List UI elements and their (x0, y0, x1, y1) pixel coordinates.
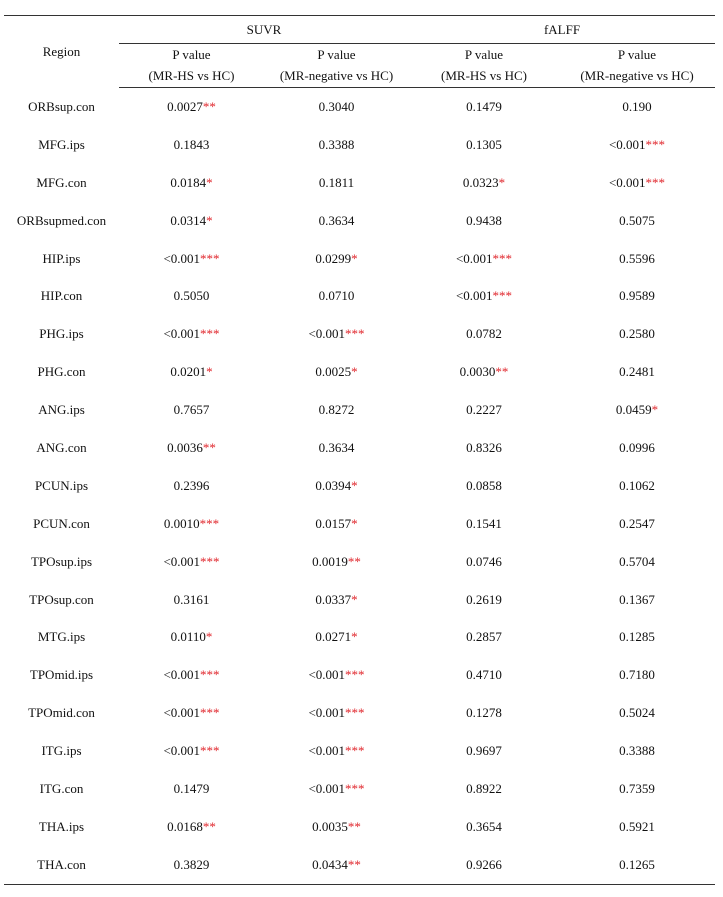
p-value: 0.1062 (619, 477, 655, 493)
p-value-cell (559, 88, 715, 126)
region-cell: PCUN.ips (34, 477, 89, 493)
p-value: 0.0299 (315, 250, 352, 266)
region-cell: MTG.ips (37, 629, 86, 645)
p-value-cell (409, 656, 559, 694)
p-value-cell (559, 543, 715, 581)
p-value-cell (559, 277, 715, 315)
region-cell: PHG.ips (39, 326, 84, 342)
p-value: <0.001 (308, 780, 346, 796)
table-row (4, 581, 715, 619)
p-value: 0.0459 (615, 402, 652, 418)
p-value: 0.3161 (173, 591, 210, 607)
p-value: 0.0036 (167, 439, 203, 455)
p-value: 0.5050 (173, 288, 210, 304)
p-value: 0.0019 (312, 553, 348, 569)
p-value: 0.2619 (466, 591, 502, 607)
p-value-cell (409, 467, 559, 505)
p-value-cell (264, 429, 409, 467)
p-value: 0.5024 (619, 705, 655, 721)
p-value-cell (264, 846, 409, 884)
p-value-cell (409, 240, 559, 278)
significance-stars: ** (347, 553, 361, 569)
p-value: 0.9438 (466, 212, 502, 228)
p-value: 0.8272 (318, 402, 355, 418)
p-value-cell (409, 846, 559, 884)
region-cell: ORBsupmed.con (16, 212, 107, 228)
p-value: <0.001 (163, 705, 201, 721)
p-value: 0.0157 (315, 515, 352, 531)
p-value-cell (119, 656, 264, 694)
p-value: 0.7180 (619, 667, 655, 683)
significance-stars: ** (202, 818, 216, 834)
p-value-cell (119, 164, 264, 202)
significance-stars: *** (200, 553, 220, 569)
p-value: 0.8326 (466, 439, 502, 455)
significance-stars: *** (645, 136, 666, 152)
significance-stars: *** (199, 515, 220, 531)
p-value-cell (559, 808, 715, 846)
p-value-cell (409, 126, 559, 164)
p-value-cell (409, 353, 559, 391)
significance-stars: * (205, 629, 213, 645)
significance-stars: * (206, 364, 213, 380)
significance-stars: *** (345, 705, 365, 721)
significance-stars: *** (492, 250, 513, 266)
region-cell: MFG.ips (38, 136, 85, 152)
p-value-cell (409, 770, 559, 808)
p-value: 0.0184 (170, 174, 207, 190)
p-value-cell (559, 467, 715, 505)
p-value-cell (559, 694, 715, 732)
p-value: <0.001 (163, 667, 201, 683)
p-value-cell (409, 808, 559, 846)
table-row (4, 543, 715, 581)
p-value: 0.1541 (466, 515, 502, 531)
p-value-cell (264, 88, 409, 126)
region-cell: ORBsup.con (28, 98, 95, 114)
p-value: 0.2580 (619, 326, 655, 342)
p-value-cell (409, 694, 559, 732)
p-value-cell (409, 277, 559, 315)
p-value-cell (119, 732, 264, 770)
p-value: 0.3829 (173, 856, 210, 872)
significance-stars: ** (347, 818, 361, 834)
p-value-cell (559, 353, 715, 391)
p-value-cell (264, 732, 409, 770)
significance-stars: * (651, 402, 659, 418)
p-value: 0.1285 (619, 629, 655, 645)
p-value: <0.001 (455, 288, 493, 304)
significance-stars: *** (645, 174, 666, 190)
p-value-cell (119, 505, 264, 543)
significance-stars: *** (345, 780, 365, 796)
p-value: 0.4710 (466, 667, 502, 683)
p-value: 0.0025 (315, 364, 352, 380)
p-value: 0.5596 (619, 250, 655, 266)
p-value: <0.001 (308, 667, 346, 683)
significance-stars: *** (200, 743, 220, 759)
region-cell: ANG.ips (38, 402, 85, 418)
p-value-cell (409, 618, 559, 656)
p-value-cell (119, 240, 264, 278)
p-value: <0.001 (608, 136, 646, 152)
p-value: <0.001 (308, 743, 346, 759)
significance-stars: * (351, 477, 358, 493)
p-value-cell (409, 429, 559, 467)
p-value-cell (264, 240, 409, 278)
p-value-cell (119, 315, 264, 353)
p-value: 0.2857 (466, 629, 502, 645)
p-value: 0.0710 (318, 288, 355, 304)
p-value-cell (559, 770, 715, 808)
p-value-cell (119, 88, 264, 126)
region-cell: TPOmid.con (28, 705, 95, 721)
table-row (4, 277, 715, 315)
region-cell: HIP.con (40, 288, 83, 304)
region-cell: PCUN.con (33, 515, 90, 531)
p-value-cell (264, 694, 409, 732)
region-cell: THA.con (4, 846, 119, 884)
p-value: 0.2481 (619, 364, 655, 380)
region-cell: TPOmid.ips (29, 667, 94, 683)
p-value-cell (409, 164, 559, 202)
p-value-cell (119, 543, 264, 581)
p-value-cell (264, 770, 409, 808)
table-row (4, 656, 715, 694)
significance-stars: * (351, 591, 358, 607)
p-value: 0.0394 (315, 477, 352, 493)
p-value: <0.001 (163, 250, 201, 266)
p-value-cell (409, 315, 559, 353)
p-value: 0.2396 (173, 477, 210, 493)
region-cell: ITG.con (39, 780, 84, 796)
significance-stars: *** (492, 288, 513, 304)
p-value: 0.0030 (459, 364, 496, 380)
table-row (4, 846, 715, 884)
region-cell: ITG.ips (41, 743, 82, 759)
table-row (4, 315, 715, 353)
p-value: 0.5075 (619, 212, 655, 228)
significance-stars: *** (200, 705, 220, 721)
significance-stars: ** (495, 364, 509, 380)
p-value: 0.0035 (312, 818, 348, 834)
region-header: Region (4, 16, 119, 88)
p-value-cell (264, 808, 409, 846)
p-value-cell (264, 164, 409, 202)
p-value: 0.1479 (466, 98, 502, 114)
significance-stars: * (206, 174, 213, 190)
p-value-cell (119, 846, 264, 884)
p-value-cell (559, 618, 715, 656)
p-value-cell (559, 315, 715, 353)
p-value: 0.9589 (619, 288, 655, 304)
table-body (4, 88, 715, 885)
significance-stars: ** (347, 856, 361, 872)
p-value-cell (264, 581, 409, 619)
table-row (4, 770, 715, 808)
p-value-cell (264, 315, 409, 353)
p-value: 0.5921 (619, 818, 655, 834)
p-value: 0.0858 (466, 477, 502, 493)
p-value: 0.3634 (318, 439, 355, 455)
p-value-cell (264, 277, 409, 315)
p-value-cell (559, 429, 715, 467)
p-value-cell (264, 391, 409, 429)
table-row (4, 391, 715, 429)
p-value-cell (559, 240, 715, 278)
p-value: 0.190 (622, 98, 652, 114)
group-header-suvr: SUVR (119, 16, 409, 44)
p-value-cell (559, 656, 715, 694)
p-value: 0.0314 (170, 212, 207, 228)
p-value-cell (559, 391, 715, 429)
region-cell: TPOsup.ips (30, 553, 93, 569)
p-value: <0.001 (163, 553, 201, 569)
p-value: 0.9697 (466, 743, 502, 759)
p-value-cell (409, 543, 559, 581)
significance-stars: *** (345, 743, 365, 759)
p-value-cell (409, 202, 559, 240)
p-value: 0.1843 (173, 136, 210, 152)
p-value: 0.3634 (318, 212, 355, 228)
p-value-cell (264, 467, 409, 505)
results-table (4, 15, 715, 885)
region-cell: MFG.con (36, 174, 87, 190)
p-value-cell (559, 164, 715, 202)
p-value: 0.0337 (315, 591, 352, 607)
p-value: 0.7359 (619, 780, 655, 796)
significance-stars: *** (345, 667, 365, 683)
p-value-cell (559, 202, 715, 240)
p-value-cell (119, 126, 264, 164)
p-value-cell (119, 808, 264, 846)
p-value: 0.5704 (619, 553, 655, 569)
p-value: 0.1811 (318, 174, 355, 190)
column-label: P value (172, 46, 211, 62)
group-header-falff: fALFF (409, 16, 715, 44)
p-value: 0.0168 (167, 818, 203, 834)
p-value: 0.1479 (173, 780, 210, 796)
p-value: 0.7657 (173, 402, 210, 418)
table-row (4, 126, 715, 164)
p-value-cell (119, 694, 264, 732)
p-value-cell (264, 202, 409, 240)
column-label: P value (617, 46, 657, 62)
p-value-cell (559, 846, 715, 884)
p-value: 0.0746 (466, 553, 502, 569)
p-value-cell (264, 353, 409, 391)
p-value-cell (119, 391, 264, 429)
region-cell: THA.ips (38, 818, 85, 834)
region-cell: ANG.con (36, 439, 87, 455)
table-row (4, 88, 715, 126)
column-comparison: (MR-negative vs HC) (264, 65, 409, 88)
column-comparison: (MR-negative vs HC) (559, 65, 715, 88)
p-value-cell (119, 429, 264, 467)
p-value: 0.1305 (466, 136, 502, 152)
p-value-cell (409, 732, 559, 770)
p-value: 0.3654 (466, 818, 502, 834)
p-value-cell (409, 581, 559, 619)
p-value: 0.0027 (167, 98, 203, 114)
header-group-row (4, 16, 715, 44)
p-value-cell (264, 505, 409, 543)
table-row (4, 353, 715, 391)
column-label: P value (464, 46, 504, 62)
p-value: 0.3388 (619, 743, 655, 759)
significance-stars: ** (202, 98, 216, 114)
p-value: 0.0110 (170, 629, 206, 645)
p-value-cell (119, 581, 264, 619)
p-value: 0.9266 (466, 856, 502, 872)
p-value: 0.1265 (619, 856, 655, 872)
significance-stars: * (206, 212, 213, 228)
significance-stars: *** (200, 667, 220, 683)
p-value: 0.8922 (466, 780, 502, 796)
significance-stars: * (351, 364, 358, 380)
p-value: 0.0271 (315, 629, 352, 645)
p-value-cell (119, 202, 264, 240)
p-value: 0.1367 (619, 591, 655, 607)
p-value-cell (119, 770, 264, 808)
p-value-cell (264, 618, 409, 656)
p-value-cell (559, 505, 715, 543)
table-row (4, 429, 715, 467)
p-value: <0.001 (163, 326, 201, 342)
table-row (4, 467, 715, 505)
p-value-cell (264, 126, 409, 164)
p-value: 0.0996 (619, 439, 655, 455)
p-value-cell (409, 88, 559, 126)
column-comparison: (MR-HS vs HC) (409, 65, 559, 88)
p-value-cell (119, 618, 264, 656)
p-value-cell (559, 126, 715, 164)
region-cell: TPOsup.con (29, 591, 94, 607)
p-value: 0.0323 (462, 174, 499, 190)
significance-stars: *** (200, 326, 220, 342)
table-row (4, 164, 715, 202)
p-value-cell (119, 277, 264, 315)
p-value: <0.001 (608, 174, 646, 190)
column-comparison: (MR-HS vs HC) (119, 65, 264, 88)
p-value-cell (119, 467, 264, 505)
p-value: 0.0201 (170, 364, 207, 380)
region-cell: HIP.ips (42, 250, 81, 266)
p-value: 0.0434 (312, 856, 348, 872)
p-value: 0.3040 (318, 98, 355, 114)
p-value-cell (119, 353, 264, 391)
column-label: P value (317, 46, 356, 62)
p-value-cell (264, 656, 409, 694)
significance-stars: ** (202, 439, 216, 455)
table-row (4, 202, 715, 240)
p-value: 0.1278 (466, 705, 502, 721)
significance-stars: * (351, 250, 358, 266)
significance-stars: *** (345, 326, 365, 342)
table-row (4, 618, 715, 656)
p-value-cell (559, 732, 715, 770)
p-value: <0.001 (308, 705, 346, 721)
significance-stars: * (498, 174, 506, 190)
p-value: <0.001 (163, 743, 201, 759)
p-value: <0.001 (308, 326, 346, 342)
table-row (4, 732, 715, 770)
p-value-cell (264, 543, 409, 581)
p-value: 0.0782 (466, 326, 502, 342)
table-row (4, 505, 715, 543)
p-value: 0.2227 (466, 402, 502, 418)
significance-stars: * (351, 629, 358, 645)
p-value: 0.3388 (318, 136, 355, 152)
table-row (4, 240, 715, 278)
table-row (4, 694, 715, 732)
p-value: 0.0010 (163, 515, 200, 531)
p-value-cell (559, 581, 715, 619)
p-value-cell (409, 391, 559, 429)
significance-stars: * (351, 515, 358, 531)
region-cell: PHG.con (37, 364, 86, 380)
significance-stars: *** (200, 250, 220, 266)
p-value-cell (409, 505, 559, 543)
p-value: <0.001 (455, 250, 493, 266)
table-row (4, 808, 715, 846)
p-value: 0.2547 (619, 515, 655, 531)
